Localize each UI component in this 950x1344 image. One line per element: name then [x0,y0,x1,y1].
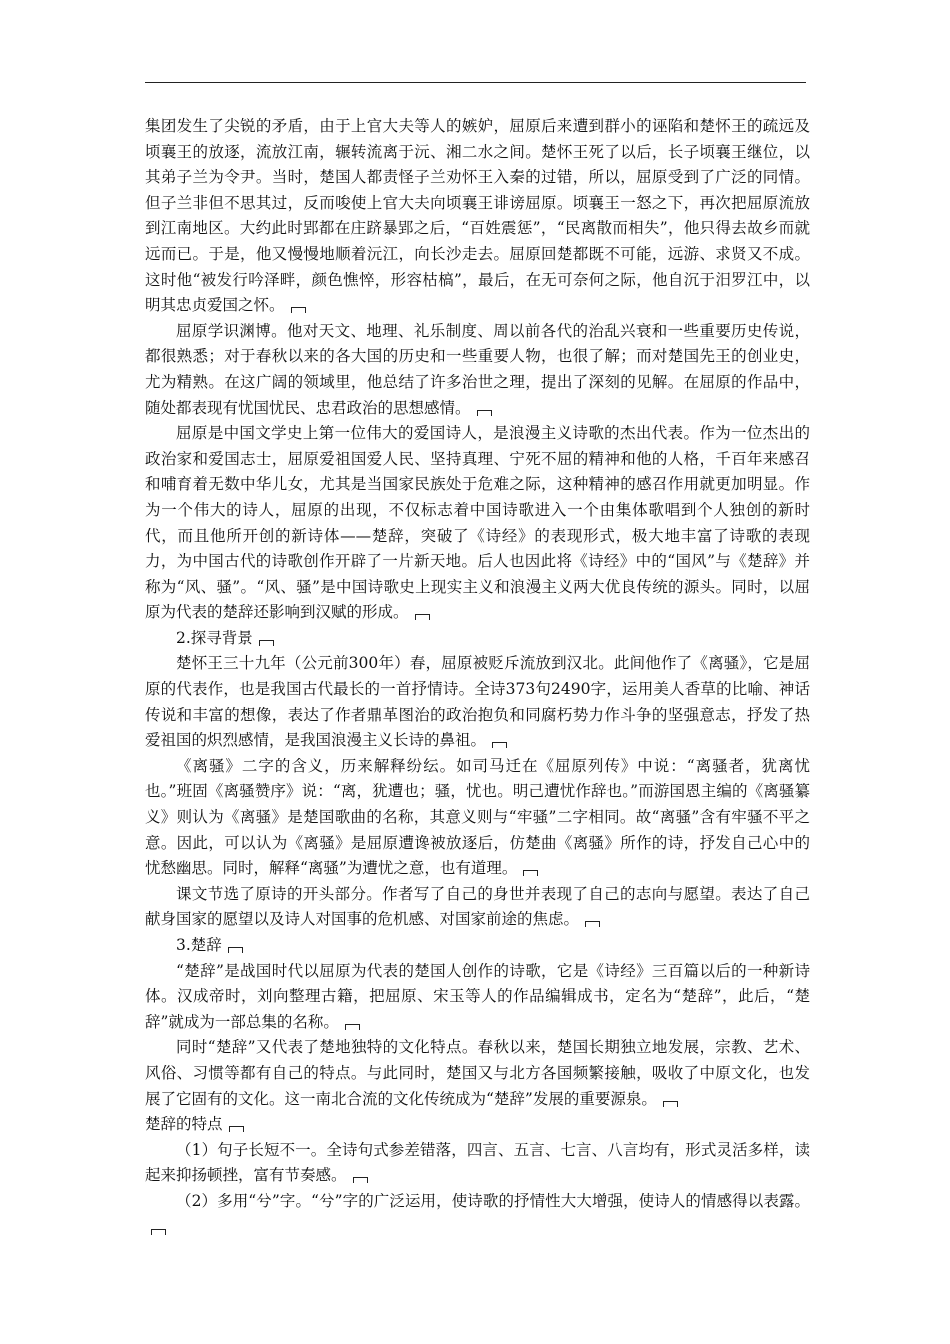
paragraph-text: 楚怀王三十九年（公元前300年）春，屈原被贬斥流放到汉北。此间他作了《离骚》，它是屈原的代表作，也是我国古代最长的一首抒情诗。全诗373句2490字，运用美人香草的比喻、神话传说和丰富的想像，表达了作者鼎革图治的政治抱负和同腐朽势力作斗争的坚强意志，抒发了热爱祖国的炽烈感情，是我国浪漫主义长诗的鼻祖。 [145,654,810,750]
paragraph [145,1035,810,1112]
header-rule [145,82,806,83]
paragraph [145,959,810,1036]
paragraph-mark-icon [415,614,430,620]
subheading-text: 楚辞的特点 [145,1115,223,1134]
list-item-text: （2）多用“兮”字。“兮”字的广泛运用，使诗歌的抒情性大大增强，使诗人的情感得以表露。 [176,1191,810,1210]
paragraph-mark-icon [291,307,306,313]
paragraph-text: 屈原学识渊博。他对天文、地理、礼乐制度、周以前各代的治乱兴衰和一些重要历史传说，都很熟悉；对于春秋以来的各大国的历史和一些重要人物，也很了解；而对楚国先王的创业史，尤为精熟。在这广阔的领域里，他总结了许多治世之理，提出了深刻的见解。在屈原的作品中，随处都表现有忧国忧民、忠君政治的思想感情。 [145,321,810,417]
paragraph [145,754,810,882]
section-heading-text: 3.楚辞 [176,936,222,954]
paragraph-mark-icon [229,1126,244,1132]
paragraph [145,114,810,319]
paragraph [145,421,810,626]
subheading [145,1112,810,1138]
paragraph-mark-icon [345,1024,360,1030]
list-item-text: （1）句子长短不一。全诗句式参差错落，四言、五言、七言、八言均有，形式灵活多样，读起来抑扬顿挫，富有节奏感。 [145,1140,810,1185]
section-heading [145,933,810,959]
list-item [145,1189,810,1240]
paragraph-mark-icon [585,921,600,927]
paragraph-mark-icon [228,947,243,953]
paragraph-mark-icon [151,1229,166,1235]
paragraph-text: 同时“楚辞”又代表了楚地独特的文化特点。春秋以来，楚国长期独立地发展，宗教、艺术、风俗、习惯等都有自己的特点。与此同时，楚国又与北方各国频繁接触，吸收了中原文化，也发展了它固有的文化。这一南北合流的文化传统成为“楚辞”发展的重要源泉。 [145,1038,810,1108]
list-item [145,1138,810,1189]
section-heading [145,626,810,652]
paragraph-mark-icon [259,640,274,646]
paragraph-mark-icon [477,410,492,416]
document-body [145,114,810,1240]
paragraph-text: 屈原是中国文学史上第一位伟大的爱国诗人，是浪漫主义诗歌的杰出代表。作为一位杰出的政治家和爱国志士，屈原爱祖国爱人民、坚持真理、宁死不屈的精神和他的人格，千百年来感召和哺育着无数中华儿女，尤其是当国家民族处于危难之际，这种精神的感召作用就更加明显。作为一个伟大的诗人，屈原的出现，不仅标志着中国诗歌进入一个由集体歌唱到个人独创的新时代，而且他所开创的新诗体——楚辞，突破了《诗经》的表现形式，极大地丰富了诗歌的表现力，为中国古代的诗歌创作开辟了一片新天地。后人也因此将《诗经》中的“国风”与《楚辞》并称为“风、骚”。“风、骚”是中国诗歌史上现实主义和浪漫主义两大优良传统的源头。同时，以屈原为代表的楚辞还影响到汉赋的形成。 [145,424,810,622]
paragraph-text: 集团发生了尖锐的矛盾，由于上官大夫等人的嫉妒，屈原后来遭到群小的诬陷和楚怀王的疏远及顷襄王的放逐，流放江南，辗转流离于沅、湘二水之间。楚怀王死了以后，长子顷襄王继位，以其弟子兰为令尹。当时，楚国人都责怪子兰劝怀王入秦的过错，所以，屈原受到了广泛的同情。但子兰非但不思其过，反而唆使上官大夫向顷襄王诽谤屈原。顷襄王一怒之下，再次把屈原流放到江南地区。大约此时郢都在庄跻暴郢之后，“百姓震惩”，“民离散而相失”，他只得去故乡而就远而已。于是，他又慢慢地顺着沅江，向长沙走去。屈原回楚都既不可能，远游、求贤又不成。这时他“被发行吟泽畔，颜色憔悴，形容枯槁”，最后，在无可奈何之际，他自沉于汨罗江中，以明其忠贞爱国之怀。 [145,117,810,315]
paragraph [145,319,810,421]
paragraph-text: 课文节选了原诗的开头部分。作者写了自己的身世并表现了自己的志向与愿望。表达了自己献身国家的愿望以及诗人对国事的危机感、对国家前途的焦虑。 [145,884,810,929]
paragraph-text: “楚辞”是战国时代以屈原为代表的楚国人创作的诗歌，它是《诗经》三百篇以后的一种新诗体。汉成帝时，刘向整理古籍，把屈原、宋玉等人的作品编辑成书，定名为“楚辞”，此后，“楚辞”就成为一部总集的名称。 [145,961,810,1031]
paragraph [145,651,810,753]
paragraph-mark-icon [353,1177,368,1183]
paragraph-mark-icon [492,742,507,748]
paragraph-text: 《离骚》二字的含义，历来解释纷纭。如司马迁在《屈原列传》中说：“离骚者，犹离忧也。”班固《离骚赞序》说：“离，犹遭也；骚，忧也。明己遭忧作辞也。”而游国恩主编的《离骚纂义》则认为《离骚》是楚国歌曲的名称，其意义则与“牢骚”二字相同。故“离骚”含有牢骚不平之意。因此，可以认为《离骚》是屈原遭谗被放逐后，仿楚曲《离骚》所作的诗，抒发自己心中的忧愁幽思。同时，解释“离骚”为遭忧之意，也有道理。 [145,756,810,878]
paragraph-mark-icon [523,870,538,876]
section-heading-text: 2.探寻背景 [176,628,253,647]
paragraph-mark-icon [663,1101,678,1107]
paragraph [145,882,810,933]
